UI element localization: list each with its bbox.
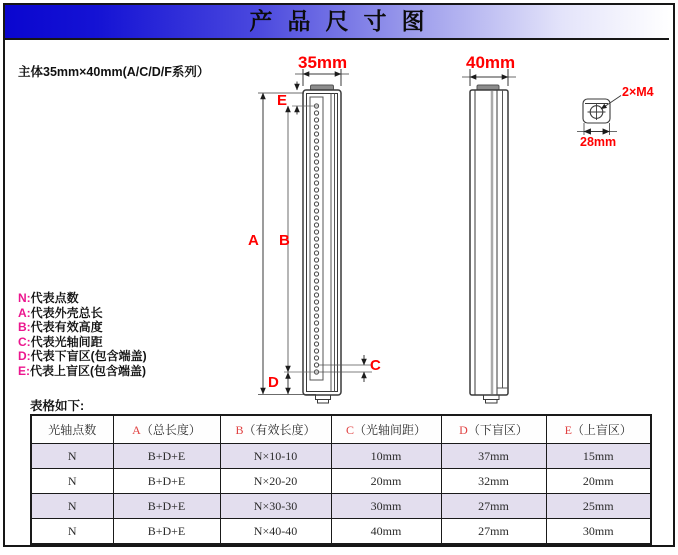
legend-item: A:代表外壳总长 [18,305,103,320]
col-header: B（有效长度） [220,415,331,444]
side-width-label: 40mm [466,53,516,72]
legend-item: B:代表有效高度 [18,320,103,334]
legend-item: C:代表光轴间距 [18,334,103,349]
mount-bracket-detail [577,96,621,136]
dim-e-label: E [277,92,288,109]
dim-d-label: D [268,374,279,391]
side-view [462,69,516,403]
col-header: A（总长度） [113,415,220,444]
legend-item: E:代表上盲区(包含端盖) [18,363,146,378]
legend-item: D:代表下盲区(包含端盖) [18,349,147,363]
spec-table-header-row [31,415,651,444]
dim-a-label: A [248,232,259,249]
col-header: D（下盲区） [441,415,546,444]
dim-c-label: C [370,357,381,374]
table-row: N B+D+E N×20-20 20mm 32mm 20mm [31,469,651,494]
col-header: C（光轴间距） [331,415,441,444]
legend [18,291,147,378]
spec-table [30,414,652,545]
body-size-note: 主体35mm×40mm(A/C/D/F系列） [18,65,210,79]
thread-spec-label: 2×M4 [622,85,654,99]
col-header: E（上盲区） [546,415,651,444]
table-row: N B+D+E N×10-10 10mm 37mm 15mm [31,444,651,469]
page-title: 产品尺寸图 [249,9,440,34]
col-header: 光轴点数 [31,415,113,444]
table-row: N B+D+E N×30-30 30mm 27mm 25mm [31,494,651,519]
table-row: N B+D+E N×40-40 40mm 27mm 30mm [31,519,651,545]
front-width-label: 35mm [298,53,348,72]
front-view [258,69,372,403]
dim-b-label: B [279,232,290,249]
legend-item: N:代表点数 [18,291,79,305]
bracket-width-label: 28mm [580,135,617,149]
table-intro: 表格如下: [30,399,85,413]
